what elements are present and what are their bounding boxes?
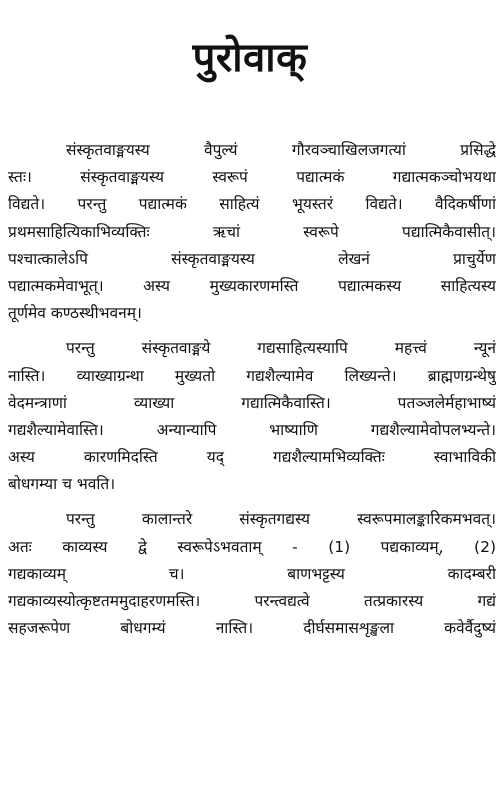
body-text bbox=[8, 137, 496, 650]
text-line: पद्यात्मकमेवाभूत्। अस्य मुख्यकारणमस्ति पद्यात्मकस्य साहित्यस्य bbox=[8, 276, 496, 295]
paragraph-3 bbox=[8, 506, 496, 642]
text-line: विद्यते। परन्तु पद्यात्मकं साहित्यं भूयस्तरं विद्यते। वैदिकर्षीणां bbox=[8, 195, 496, 214]
text-line: सहजरूपेण बोधगम्यं नास्ति। दीर्घसमासशृङ्खला कवेर्वैदुष्यं bbox=[8, 619, 496, 638]
text-line: अस्य कारणमिदस्ति यद् गद्यशैल्यामभिव्यक्तिः स्वाभाविकी bbox=[8, 448, 496, 467]
page-title: पुरोवाक् bbox=[192, 35, 308, 81]
paragraph-2 bbox=[8, 335, 496, 498]
text-line: संस्कृतवाङ्मयस्य वैपुल्यं गौरवञ्चाखिलजगत्यां प्रसिद्धे bbox=[66, 141, 496, 159]
text-line: पश्चात्कालेऽपि संस्कृतवाङ्मयस्य लेखनं प्राचुर्येण bbox=[8, 249, 496, 268]
text-line: प्रथमसाहित्यिकाभिव्यक्तिः ऋचां स्वरूपे पद्यात्मिकैवासीत्। bbox=[8, 222, 496, 241]
text-line: गद्यकाव्यम् च। बाणभट्टस्य कादम्बरी bbox=[8, 564, 496, 583]
text-line: परन्तु संस्कृतवाङ्मये गद्यसाहित्यस्यापि महत्त्वं न्यूनं bbox=[66, 339, 496, 358]
text-line: अतः काव्यस्य द्वे स्वरूपेऽभवताम् - (1) पद्यकाव्यम्, (2) bbox=[8, 537, 496, 556]
text-line: गद्यशैल्यामेवास्ति। अन्यान्यापि भाष्याणि गद्यशैल्यामेवोपलभ्यन्ते। bbox=[8, 420, 496, 439]
text-line: गद्यकाव्यस्योत्कृष्टतममुदाहरणमस्ति। परन्त्वद्यत्वे तत्प्रकारस्य गद्यं bbox=[8, 592, 496, 610]
text-line: वेदमन्त्राणां व्याख्या गद्यात्मिकैवास्ति। पतञ्जलेर्महाभाष्यं bbox=[8, 393, 496, 412]
text-line: नास्ति। व्याख्याग्रन्था मुख्यतो गद्यशैल्यामेव लिख्यन्ते। ब्राह्मणग्रन्थेषु bbox=[8, 366, 496, 385]
text-line: परन्तु कालान्तरे संस्कृतगद्यस्य स्वरूपमालङ्कारिकमभवत्। bbox=[66, 510, 496, 529]
text-line: स्तः। संस्कृतवाङ्मयस्य स्वरूपं पद्यात्मकं गद्यात्मकञ्चोभयथा bbox=[8, 168, 496, 187]
text-line: बोधगम्या च भवति। bbox=[8, 475, 116, 494]
paragraph-1 bbox=[8, 137, 496, 327]
text-line: तूर्णमेव कण्ठस्थीभवनम्। bbox=[8, 304, 142, 323]
